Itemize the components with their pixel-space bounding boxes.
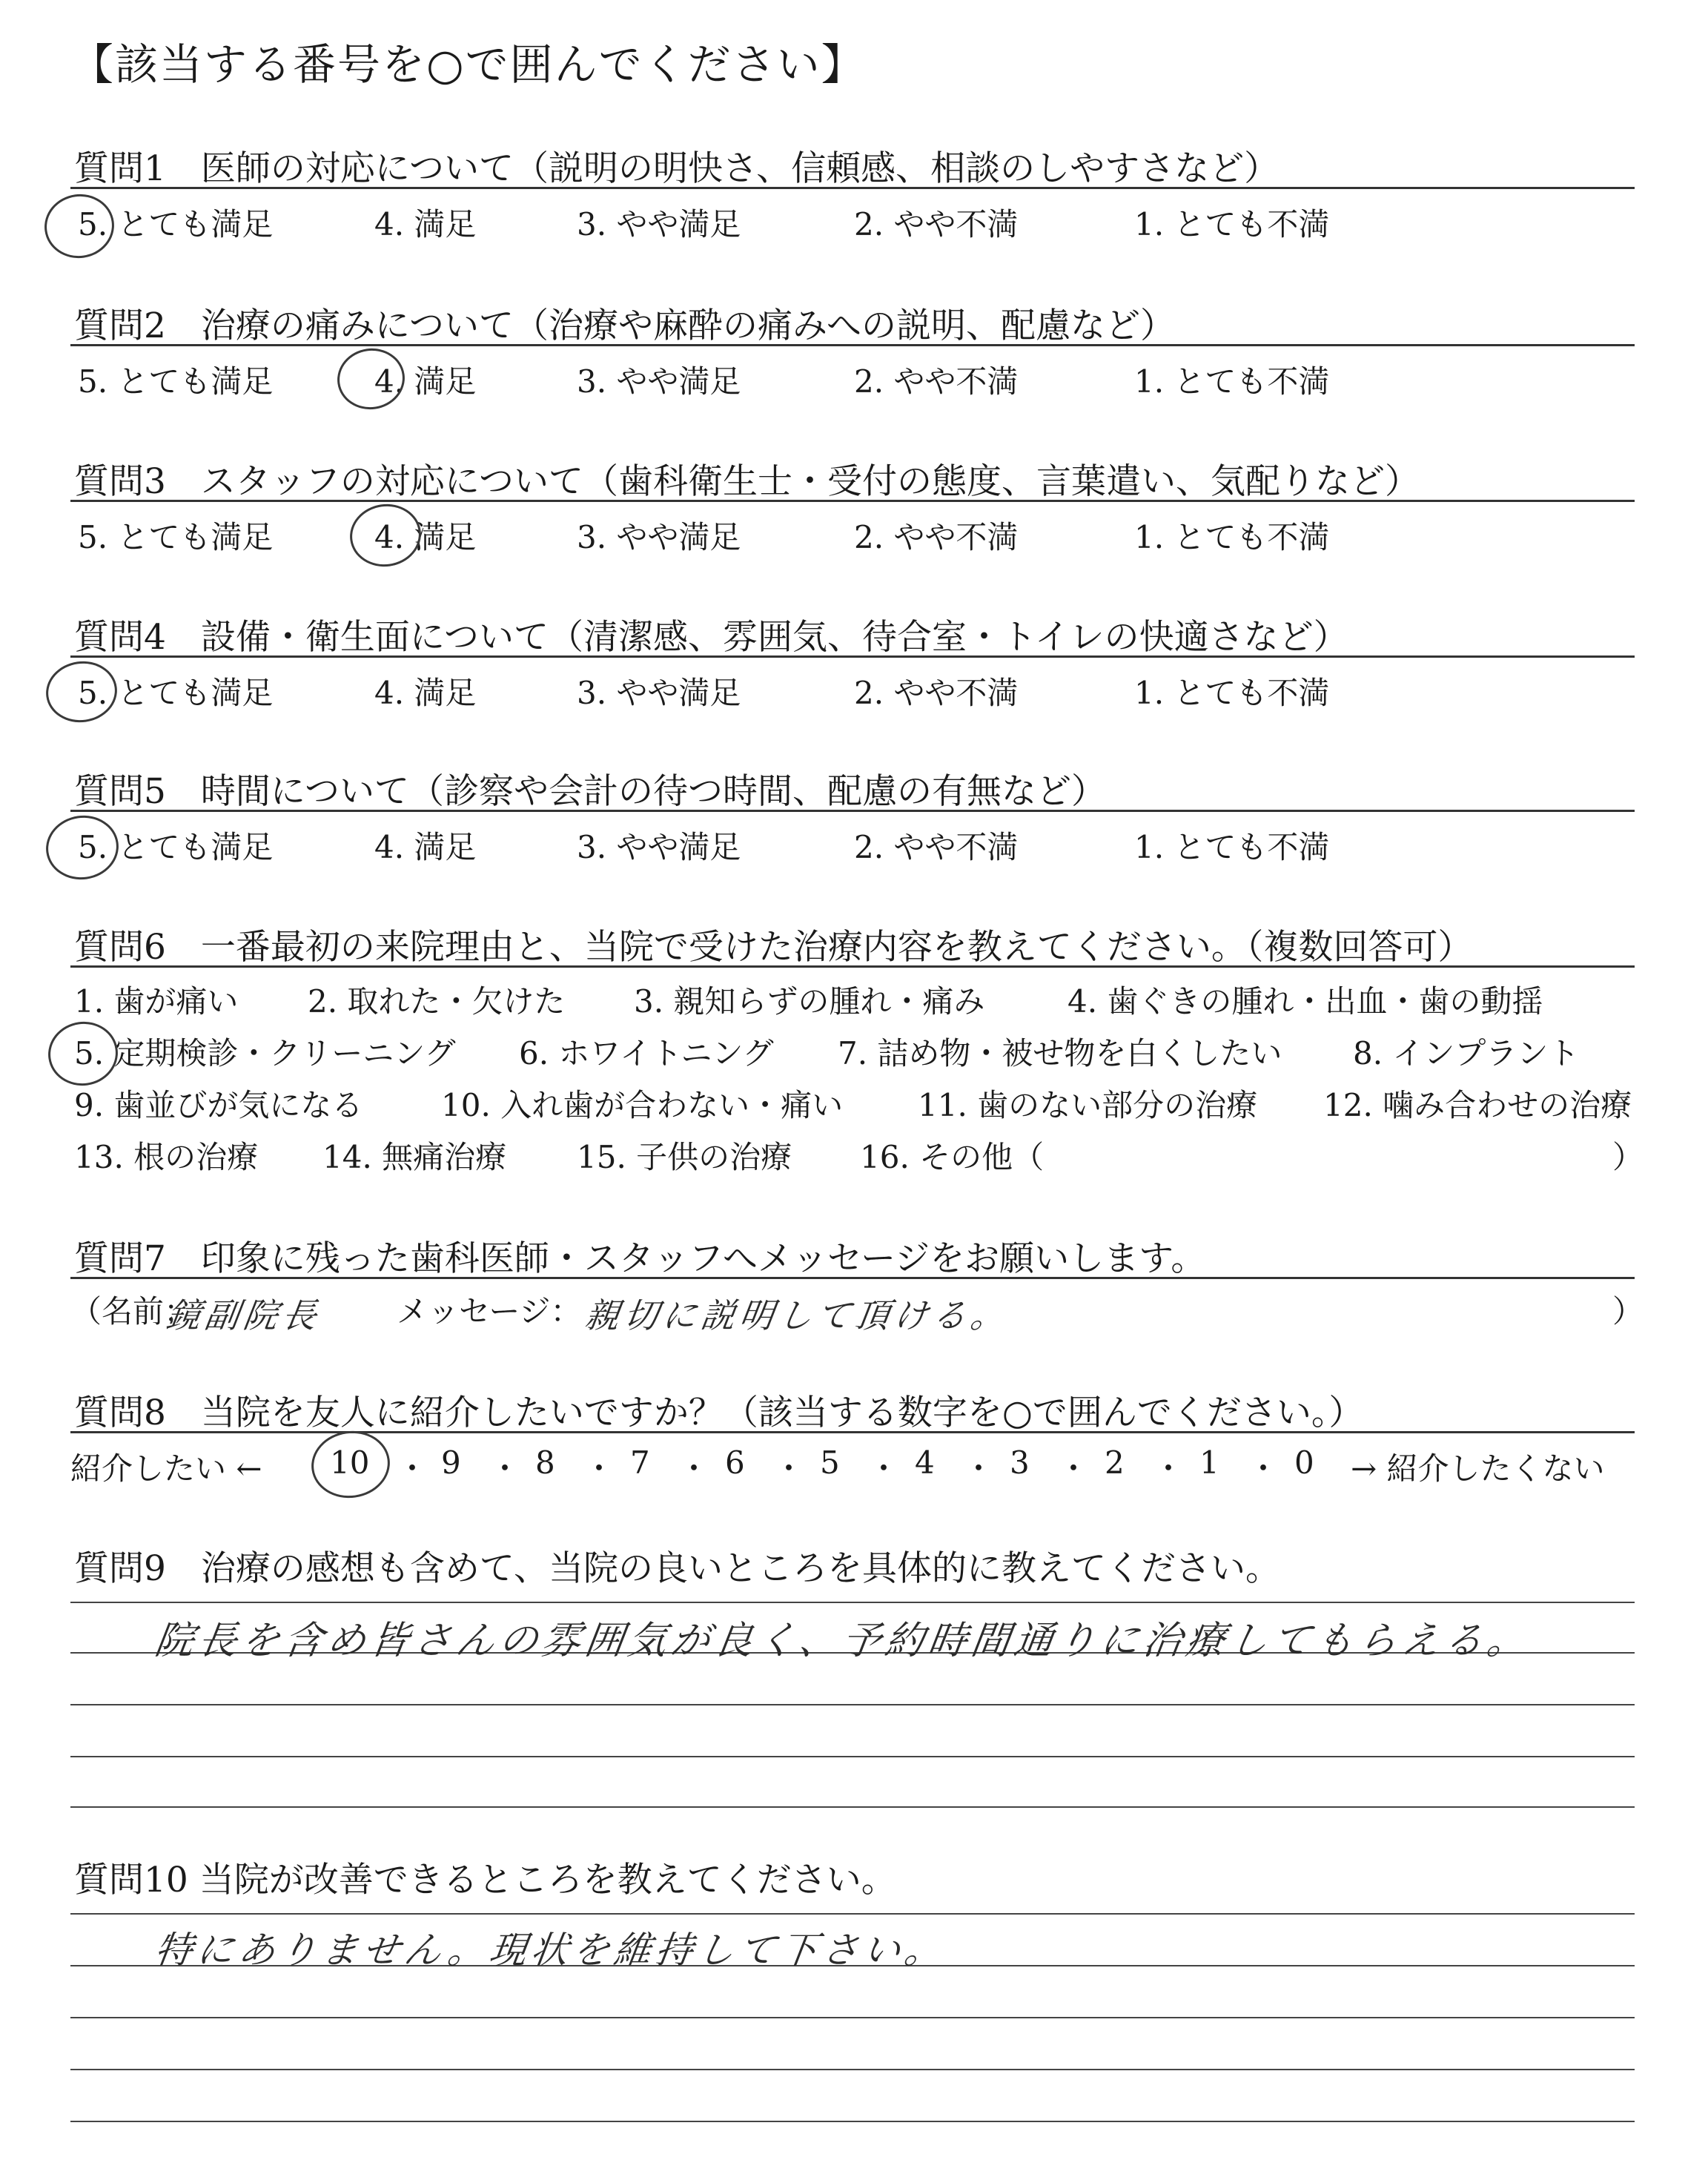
q2-option-4[interactable]: 4. 満足 bbox=[374, 363, 477, 400]
q3-option-3[interactable]: 3. やや満足 bbox=[577, 519, 741, 555]
q8-scale-9[interactable]: 9 bbox=[441, 1444, 461, 1481]
q8-right-label: → 紹介したくない bbox=[1351, 1450, 1605, 1487]
q8-sep: ・ bbox=[489, 1450, 521, 1487]
q8-scale-10[interactable]: 10 bbox=[330, 1444, 370, 1481]
q1-option-3[interactable]: 3. やや満足 bbox=[577, 206, 741, 242]
q3-rule bbox=[70, 500, 1635, 502]
q3-option-4[interactable]: 4. 満足 bbox=[374, 519, 477, 555]
q8-scale-7[interactable]: 7 bbox=[630, 1444, 650, 1481]
q6-item-14[interactable]: 14. 無痛治療 bbox=[322, 1139, 507, 1175]
q9-line-3 bbox=[70, 1704, 1635, 1705]
q4-title: 質問4 設備・衛生面について（清潔感、雰囲気、待合室・トイレの快適さなど） bbox=[74, 617, 1348, 658]
q1-title: 質問1 医師の対応について（説明の明快さ、信頼感、相談のしやすさなど） bbox=[74, 148, 1280, 189]
q7-rule bbox=[70, 1277, 1635, 1279]
q3-title: 質問3 スタッフの対応について（歯科衛生士・受付の態度、言葉遣い、気配りなど） bbox=[74, 461, 1420, 502]
q8-sep: ・ bbox=[1153, 1450, 1185, 1487]
q6-item-7[interactable]: 7. 詰め物・被せ物を白くしたい bbox=[838, 1035, 1282, 1071]
q7-name-label: （名前： bbox=[70, 1293, 196, 1330]
q2-selection-circle bbox=[334, 344, 409, 414]
q2-option-3[interactable]: 3. やや満足 bbox=[577, 363, 741, 400]
q8-scale-5[interactable]: 5 bbox=[820, 1444, 840, 1481]
q8-sep: ・ bbox=[397, 1450, 428, 1487]
q6-item-12[interactable]: 12. 噛み合わせの治療 bbox=[1323, 1087, 1632, 1123]
q5-rule bbox=[70, 810, 1635, 812]
q6-title: 質問6 一番最初の来院理由と、当院で受けた治療内容を教えてください。（複数回答可） bbox=[74, 927, 1473, 968]
q4-rule bbox=[70, 655, 1635, 658]
q6-item-10[interactable]: 10. 入れ歯が合わない・痛い bbox=[441, 1087, 844, 1123]
q8-sep: ・ bbox=[773, 1450, 805, 1487]
q6-item-8[interactable]: 8. インプラント bbox=[1353, 1035, 1580, 1071]
q4-selection-circle bbox=[42, 657, 121, 727]
q7-name-value[interactable]: 鏡副院長 bbox=[163, 1295, 324, 1335]
q6-item-16[interactable]: 16. その他（ bbox=[860, 1139, 1045, 1175]
q8-title: 質問8 当院を友人に紹介したいですか？（該当する数字を○で囲んでください。） bbox=[74, 1393, 1364, 1433]
q8-scale-4[interactable]: 4 bbox=[915, 1444, 935, 1481]
q8-sep: ・ bbox=[1058, 1450, 1090, 1487]
q6-item-5[interactable]: 5. 定期検診・クリーニング bbox=[74, 1035, 456, 1071]
q7-title: 質問7 印象に残った歯科医師・スタッフへメッセージをお願いします。 bbox=[74, 1238, 1206, 1279]
q5-option-5[interactable]: 5. とても満足 bbox=[78, 829, 274, 865]
q6-item-3[interactable]: 3. 親知らずの腫れ・痛み bbox=[634, 983, 985, 1020]
q2-rule bbox=[70, 344, 1635, 346]
q1-option-4[interactable]: 4. 満足 bbox=[374, 206, 477, 242]
q6-selection-circle bbox=[44, 1017, 122, 1090]
q8-scale-1[interactable]: 1 bbox=[1199, 1444, 1219, 1481]
q1-rule bbox=[70, 187, 1635, 189]
q6-item-15[interactable]: 15. 子供の治療 bbox=[577, 1139, 792, 1175]
q6-rule bbox=[70, 965, 1635, 968]
q8-sep: ・ bbox=[868, 1450, 900, 1487]
q3-option-5[interactable]: 5. とても満足 bbox=[78, 519, 274, 555]
q5-selection-circle bbox=[42, 811, 122, 885]
q5-title: 質問5 時間について（診察や会計の待つ時間、配慮の有無など） bbox=[74, 771, 1106, 812]
q8-sep: ・ bbox=[583, 1450, 615, 1487]
q1-option-2[interactable]: 2. やや不満 bbox=[854, 206, 1019, 242]
q6-item-11[interactable]: 11. 歯のない部分の治療 bbox=[918, 1087, 1258, 1123]
q2-title: 質問2 治療の痛みについて（治療や麻酔の痛みへの説明、配慮など） bbox=[74, 305, 1176, 346]
q2-option-5[interactable]: 5. とても満足 bbox=[78, 363, 274, 400]
q4-option-2[interactable]: 2. やや不満 bbox=[854, 675, 1019, 711]
q10-line-1 bbox=[70, 1913, 1635, 1915]
q9-answer[interactable]: 院長を含め皆さんの雰囲気が良く、予約時間通りに治療してもらえる。 bbox=[152, 1619, 1534, 1663]
q6-item-9[interactable]: 9. 歯並びが気になる bbox=[74, 1087, 363, 1123]
q6-item-2[interactable]: 2. 取れた・欠けた bbox=[308, 983, 566, 1020]
q8-scale-2[interactable]: 2 bbox=[1105, 1444, 1125, 1481]
q10-title: 質問10 当院が改善できるところを教えてください。 bbox=[74, 1860, 896, 1900]
q5-option-1[interactable]: 1. とても不満 bbox=[1134, 829, 1330, 865]
q3-selection-circle bbox=[346, 500, 426, 572]
q1-option-1[interactable]: 1. とても不満 bbox=[1134, 206, 1330, 242]
q3-option-2[interactable]: 2. やや不満 bbox=[854, 519, 1019, 555]
q1-option-5[interactable]: 5. とても満足 bbox=[78, 206, 274, 242]
page-title: 【該当する番号を○で囲んでください】 bbox=[70, 39, 866, 90]
q2-option-2[interactable]: 2. やや不満 bbox=[854, 363, 1019, 400]
q8-left-label: 紹介したい ← bbox=[70, 1450, 262, 1487]
q4-option-3[interactable]: 3. やや満足 bbox=[577, 675, 741, 711]
q3-option-1[interactable]: 1. とても不満 bbox=[1134, 519, 1330, 555]
q7-message-value[interactable]: 親切に説明して頂ける。 bbox=[582, 1295, 1013, 1335]
q5-option-4[interactable]: 4. 満足 bbox=[374, 829, 477, 865]
q4-option-4[interactable]: 4. 満足 bbox=[374, 675, 477, 711]
q8-scale-0[interactable]: 0 bbox=[1294, 1444, 1314, 1481]
q8-sep: ・ bbox=[1248, 1450, 1280, 1487]
q6-item-4[interactable]: 4. 歯ぐきの腫れ・出血・歯の動揺 bbox=[1068, 983, 1543, 1020]
q9-line-4 bbox=[70, 1756, 1635, 1757]
q8-sep: ・ bbox=[963, 1450, 995, 1487]
q10-line-4 bbox=[70, 2069, 1635, 2070]
q8-selection-circle bbox=[307, 1426, 394, 1503]
q6-item-6[interactable]: 6. ホワイトニング bbox=[519, 1035, 774, 1071]
q7-close-paren: ） bbox=[1612, 1293, 1644, 1330]
q5-option-3[interactable]: 3. やや満足 bbox=[577, 829, 741, 865]
q4-option-1[interactable]: 1. とても不満 bbox=[1134, 675, 1330, 711]
q9-title: 質問9 治療の感想も含めて、当院の良いところを具体的に教えてください。 bbox=[74, 1548, 1280, 1589]
q8-rule bbox=[70, 1431, 1635, 1433]
q10-line-5 bbox=[70, 2121, 1635, 2122]
q10-line-3 bbox=[70, 2017, 1635, 2018]
q7-message-label: メッセージ： bbox=[397, 1293, 582, 1330]
q4-option-5[interactable]: 5. とても満足 bbox=[78, 675, 274, 711]
q6-other-close: ） bbox=[1612, 1139, 1644, 1175]
q8-sep: ・ bbox=[678, 1450, 710, 1487]
q6-item-13[interactable]: 13. 根の治療 bbox=[74, 1139, 259, 1175]
q9-line-5 bbox=[70, 1806, 1635, 1808]
q6-item-1[interactable]: 1. 歯が痛い bbox=[74, 983, 239, 1020]
q2-option-1[interactable]: 1. とても不満 bbox=[1134, 363, 1330, 400]
q5-option-2[interactable]: 2. やや不満 bbox=[854, 829, 1019, 865]
q8-scale-6[interactable]: 6 bbox=[725, 1444, 745, 1481]
q10-answer[interactable]: 特にありません。現状を維持して下さい。 bbox=[152, 1929, 950, 1972]
q8-scale-8[interactable]: 8 bbox=[535, 1444, 555, 1481]
q9-line-1 bbox=[70, 1602, 1635, 1603]
q8-scale-3[interactable]: 3 bbox=[1010, 1444, 1030, 1481]
